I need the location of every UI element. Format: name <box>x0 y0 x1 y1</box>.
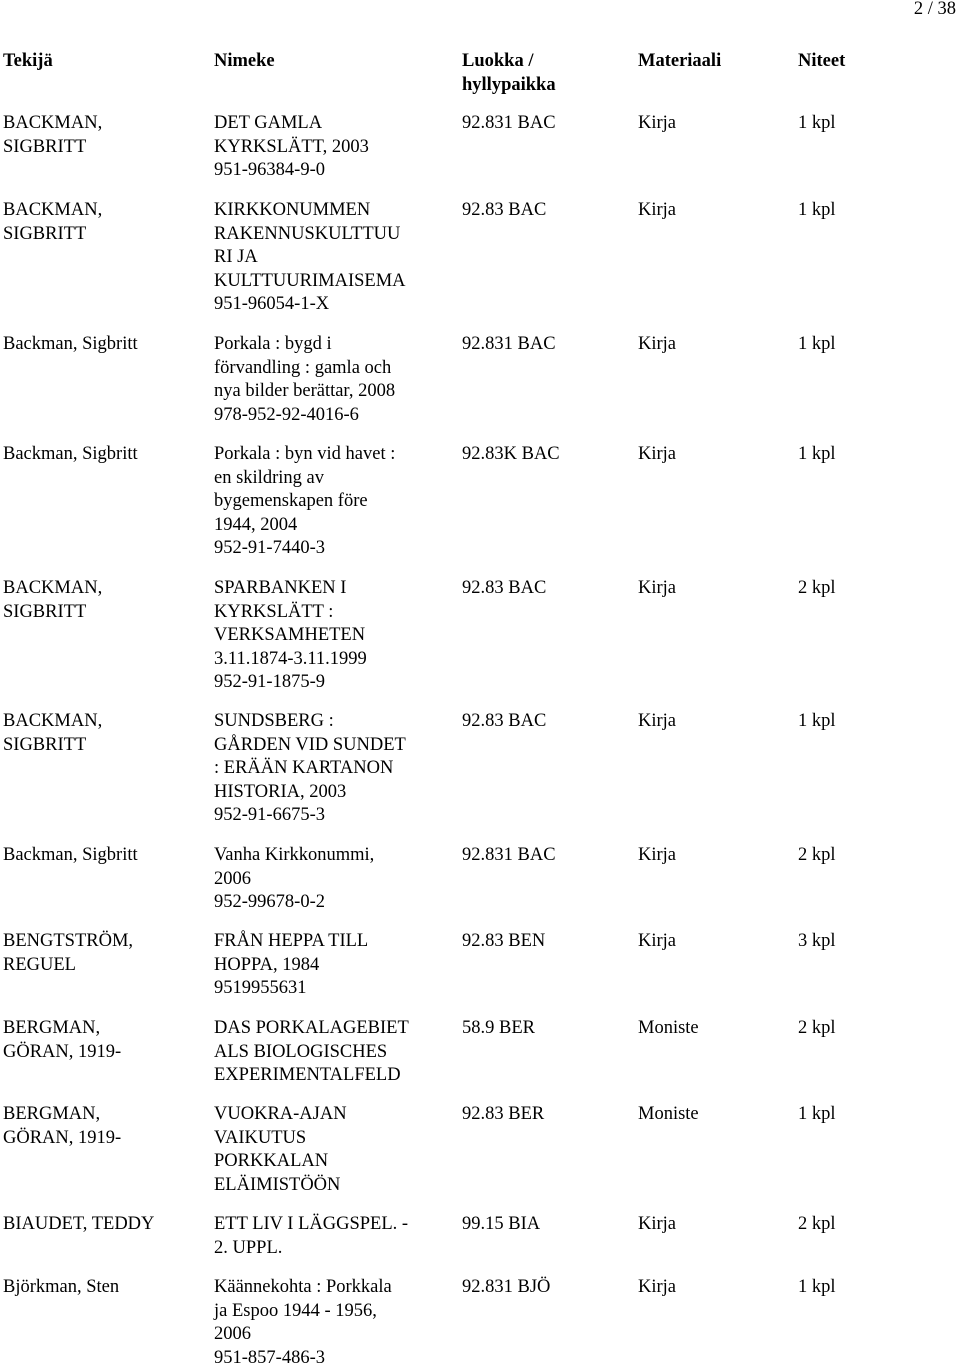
material-cell: Kirja <box>638 334 677 354</box>
title-cell-line: 951-857-486-3 <box>214 1347 325 1368</box>
header-author: Tekijä <box>3 51 53 71</box>
title-cell-line: DAS PORKALAGEBIET <box>214 1018 409 1038</box>
author-cell-line: BACKMAN, <box>3 113 103 133</box>
volumes-cell: 2 kpl <box>798 1018 836 1038</box>
author-cell <box>3 1276 203 1300</box>
class-cell: 92.83 BEN <box>462 931 546 951</box>
title-cell-line: 952-91-6675-3 <box>214 805 325 826</box>
title-cell-line: 952-91-7440-3 <box>214 538 325 559</box>
header-volumes: Niteet <box>798 51 846 71</box>
title-cell-line: FRÅN HEPPA TILL <box>214 931 369 951</box>
header-class <box>462 50 556 97</box>
volumes-cell: 3 kpl <box>798 931 836 951</box>
title-cell <box>214 930 454 1001</box>
class-cell: 99.15 BIA <box>462 1214 541 1234</box>
author-cell-line: SIGBRITT <box>3 734 87 755</box>
author-cell <box>3 1103 203 1150</box>
title-cell-line: KIRKKONUMMEN <box>214 200 371 220</box>
author-cell-line: Backman, Sigbritt <box>3 444 138 464</box>
volumes-cell: 1 kpl <box>798 1104 836 1124</box>
title-cell <box>214 1213 454 1260</box>
material-cell: Kirja <box>638 845 677 865</box>
title-cell-line: Porkala : bygd i <box>214 334 332 354</box>
volumes-cell: 1 kpl <box>798 200 836 220</box>
material-cell: Kirja <box>638 1214 677 1234</box>
title-cell-line: DET GAMLA <box>214 113 323 133</box>
class-cell: 58.9 BER <box>462 1018 535 1038</box>
material-cell: Moniste <box>638 1018 699 1038</box>
volumes-cell: 1 kpl <box>798 1277 836 1297</box>
title-cell <box>214 710 454 828</box>
title-cell <box>214 577 454 695</box>
title-cell-line: EXPERIMENTALFELD <box>214 1065 401 1086</box>
title-cell <box>214 333 454 427</box>
title-cell-line: 1944, 2004 <box>214 514 298 535</box>
author-cell-line: BERGMAN, <box>3 1104 101 1124</box>
author-cell <box>3 710 203 757</box>
title-cell-line: HISTORIA, 2003 <box>214 781 347 802</box>
title-cell-line: nya bilder berättar, 2008 <box>214 381 396 402</box>
title-cell <box>214 199 454 317</box>
material-cell: Moniste <box>638 1104 699 1124</box>
title-cell <box>214 1103 454 1197</box>
class-cell: 92.831 BAC <box>462 113 556 133</box>
volumes-cell: 1 kpl <box>798 711 836 731</box>
title-cell-line: 3.11.1874-3.11.1999 <box>214 648 367 669</box>
author-cell <box>3 930 203 977</box>
title-cell-line: VUOKRA-AJAN <box>214 1104 347 1124</box>
author-cell-line: GÖRAN, 1919- <box>3 1127 122 1148</box>
title-cell-line: förvandling : gamla och <box>214 357 392 378</box>
material-cell: Kirja <box>638 444 677 464</box>
title-cell <box>214 112 454 183</box>
author-cell <box>3 1213 203 1237</box>
volumes-cell: 1 kpl <box>798 113 836 133</box>
title-cell-line: RAKENNUSKULTTUU <box>214 223 401 244</box>
title-cell <box>214 1276 454 1370</box>
title-cell-line: 978-952-92-4016-6 <box>214 404 359 425</box>
author-cell-line: Backman, Sigbritt <box>3 334 138 354</box>
volumes-cell: 2 kpl <box>798 845 836 865</box>
author-cell <box>3 112 203 159</box>
author-cell-line: SIGBRITT <box>3 601 87 622</box>
class-cell: 92.83 BAC <box>462 578 547 598</box>
title-cell-line: SPARBANKEN I <box>214 578 347 598</box>
title-cell-line: ja Espoo 1944 - 1956, <box>214 1300 377 1321</box>
author-cell <box>3 199 203 246</box>
title-cell-line: VERKSAMHETEN <box>214 625 366 646</box>
title-cell-line: PORKKALAN <box>214 1151 329 1172</box>
title-cell-line: RI JA <box>214 247 258 268</box>
material-cell: Kirja <box>638 200 677 220</box>
title-cell-line: KYRKSLÄTT : <box>214 601 334 622</box>
author-cell-line: REGUEL <box>3 954 76 975</box>
author-cell-line: Björkman, Sten <box>3 1277 120 1297</box>
author-cell-line: BERGMAN, <box>3 1018 101 1038</box>
author-cell <box>3 443 203 467</box>
title-cell <box>214 443 454 561</box>
title-cell-line: KYRKSLÄTT, 2003 <box>214 136 369 157</box>
material-cell: Kirja <box>638 1277 677 1297</box>
class-cell: 92.831 BAC <box>462 334 556 354</box>
title-cell-line: Vanha Kirkkonummi, <box>214 845 375 865</box>
author-cell-line: SIGBRITT <box>3 223 87 244</box>
title-cell-line: 2006 <box>214 868 251 889</box>
author-cell <box>3 1017 203 1064</box>
author-cell-line: Backman, Sigbritt <box>3 845 138 865</box>
title-cell-line: VAIKUTUS <box>214 1127 307 1148</box>
class-cell: 92.831 BAC <box>462 845 556 865</box>
header-title: Nimeke <box>214 51 275 71</box>
class-cell: 92.83 BAC <box>462 711 547 731</box>
author-cell-line: BACKMAN, <box>3 711 103 731</box>
title-cell-line: 952-91-1875-9 <box>214 672 325 693</box>
author-cell <box>3 577 203 624</box>
material-cell: Kirja <box>638 113 677 133</box>
material-cell: Kirja <box>638 711 677 731</box>
volumes-cell: 2 kpl <box>798 1214 836 1234</box>
author-cell-line: BACKMAN, <box>3 578 103 598</box>
title-cell-line: ALS BIOLOGISCHES <box>214 1041 388 1062</box>
title-cell <box>214 844 454 915</box>
author-cell-line: SIGBRITT <box>3 136 87 157</box>
title-cell-line: 951-96384-9-0 <box>214 160 325 181</box>
title-cell-line: ELÄIMISTÖÖN <box>214 1174 341 1195</box>
title-cell-line: SUNDSBERG : <box>214 711 334 731</box>
author-cell-line: GÖRAN, 1919- <box>3 1041 122 1062</box>
title-cell-line: 952-99678-0-2 <box>214 892 325 913</box>
class-cell: 92.83K BAC <box>462 444 560 464</box>
class-cell: 92.831 BJÖ <box>462 1277 551 1297</box>
volumes-cell: 2 kpl <box>798 578 836 598</box>
title-cell-line: Käännekohta : Porkkala <box>214 1277 392 1297</box>
author-cell-line: BENGTSTRÖM, <box>3 931 134 951</box>
title-cell-line: HOPPA, 1984 <box>214 954 320 975</box>
author-cell <box>3 333 203 357</box>
title-cell-line: bygemenskapen före <box>214 491 368 512</box>
title-cell-line: Porkala : byn vid havet : <box>214 444 396 464</box>
volumes-cell: 1 kpl <box>798 334 836 354</box>
title-cell-line: 2. UPPL. <box>214 1237 283 1258</box>
title-cell-line: en skildring av <box>214 467 324 488</box>
class-cell: 92.83 BER <box>462 1104 545 1124</box>
title-cell-line: 2006 <box>214 1324 251 1345</box>
header-class-line2: hyllypaikka <box>462 74 556 95</box>
author-cell <box>3 844 203 868</box>
header-class-line1: Luokka / <box>462 51 534 71</box>
header-material: Materiaali <box>638 51 722 71</box>
author-cell-line: BACKMAN, <box>3 200 103 220</box>
title-cell-line: 9519955631 <box>214 978 307 999</box>
title-cell-line: KULTTUURIMAISEMA <box>214 270 406 291</box>
title-cell-line: ETT LIV I LÄGGSPEL. - <box>214 1214 409 1234</box>
title-cell-line: GÅRDEN VID SUNDET <box>214 734 406 755</box>
title-cell-line: 951-96054-1-X <box>214 294 330 315</box>
material-cell: Kirja <box>638 578 677 598</box>
page-number: 2 / 38 <box>913 0 956 19</box>
volumes-cell: 1 kpl <box>798 444 836 464</box>
class-cell: 92.83 BAC <box>462 200 547 220</box>
title-cell-line: : ERÄÄN KARTANON <box>214 758 394 779</box>
title-cell <box>214 1017 454 1088</box>
material-cell: Kirja <box>638 931 677 951</box>
author-cell-line: BIAUDET, TEDDY <box>3 1214 155 1234</box>
